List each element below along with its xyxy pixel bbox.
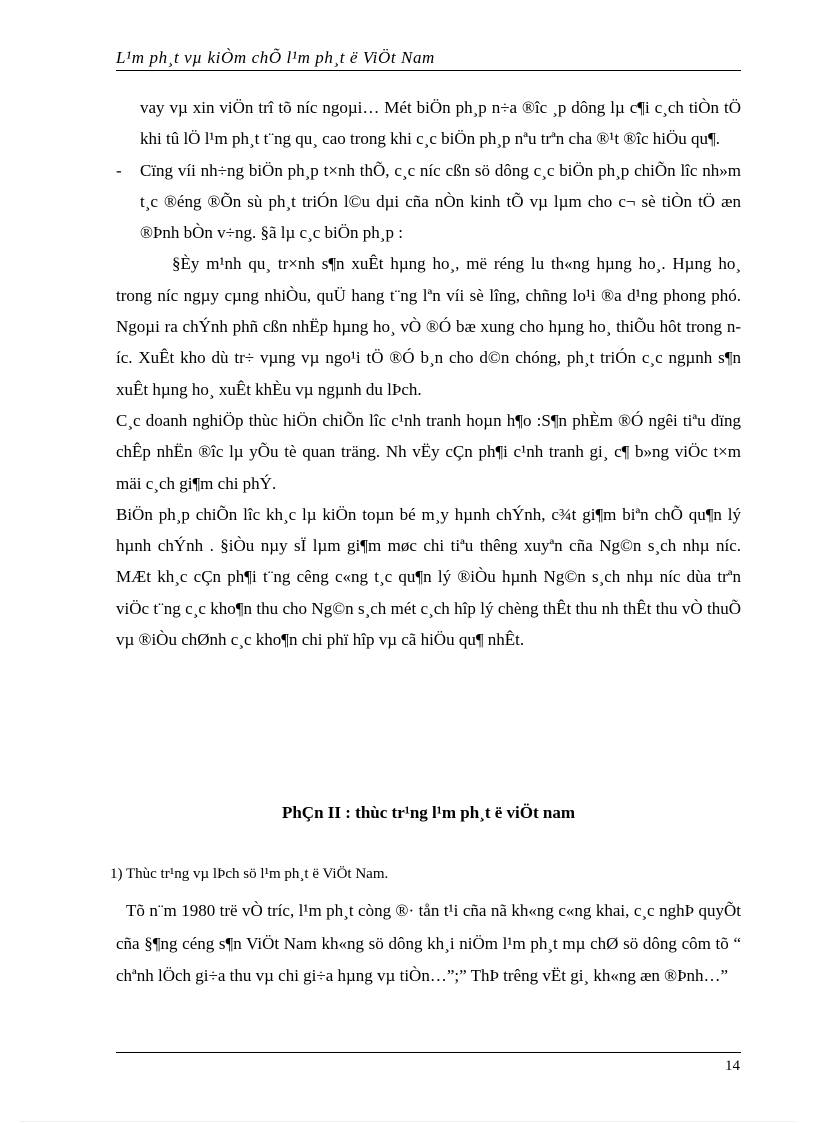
page-header-title: L¹m ph¸t vµ kiÒm chÕ l¹m ph¸t ë ViÖt Nam <box>116 48 435 67</box>
paragraph-history: Tõ n¨m 1980 trë vÒ tríc, l¹m ph¸t còng ®· tån t¹i cña nã kh«ng c«ng khai, c¸c nghÞ quyÕt cña §¶ng céng s¶n ViÖt Nam kh«ng sö dông kh¸i niÖm l¹m ph¸t mµ chØ sö dông côm tõ “ chªnh lÖch gi÷a thu vµ chi gi÷a hµng vµ tiÒn…”;” ThÞ trêng vËt gi¸ kh«ng æn ®Þnh…” <box>116 901 741 985</box>
paragraph-strategic-measures: Cïng víi nh÷ng biÖn ph¸p t×nh thÕ, c¸c níc cßn sö dông c¸c biÖn ph¸p chiÕn lîc nh»m t¸c ®éng ®Õn sù ph¸t triÓn l©u dµi cña nÒn kinh tÕ vµ lµm cho c¬ sè tiÒn tÖ æn ®Þnh bÒn v÷ng. §ã lµ c¸c biÖn ph¸p : <box>140 160 741 243</box>
bullet-dash: - <box>116 160 122 180</box>
paragraph-enterprise-competition: C¸c doanh nghiÖp thùc hiÖn chiÕn lîc c¹nh tranh hoµn h¶o :S¶n phÈm ®Ó ngêi tiªu dïng chÊp nhËn ®îc lµ yÕu tè quan träng. Nh vËy cÇn ph¶i c¹nh tranh gi¸ c¶ b»ng viÖc t×m mäi c¸ch gi¶m chi phÝ. <box>116 410 741 493</box>
paragraph-admin-reform: BiÖn ph¸p chiÕn lîc kh¸c lµ kiÖn toµn bé m¸y hµnh chÝnh, c¾t gi¶m biªn chÕ qu¶n lý hµnh chÝnh . §iÒu nµy sÏ lµm gi¶m møc chi tiªu thêng xuyªn cña Ng©n s¸ch nhµ níc. MÆt kh¸c cÇn ph¶i t¨ng cêng c«ng t¸c qu¶n lý ®iÒu hµnh Ng©n s¸ch nhµ níc dùa trªn viÖc t¨ng c¸c kho¶n thu cho Ng©n s¸ch mét c¸ch hîp lý chèng thÊt thu nh thÊt thu vÒ thuÕ vµ ®iÒu chØnh c¸c kho¶n chi phï hîp vµ cã hiÖu qu¶ nhÊt. <box>116 504 741 650</box>
paragraph-foreign-loans: vay vµ xin viÖn trî tõ níc ngoµi… Mét biÖn ph¸p n÷a ®îc ¸p dông lµ c¶i c¸ch tiÒn tÖ khi tû lÖ l¹m ph¸t t¨ng qu¸ cao trong khi c¸c biÖn ph¸p nªu trªn cha ®¹t ®îc hiÖu qu¶. <box>140 98 741 149</box>
body-text <box>116 92 741 655</box>
footer-divider <box>116 1052 741 1053</box>
page-bottom-edge <box>20 1121 796 1122</box>
sub-heading: 1) Thùc tr¹ng vµ lÞch sö l¹m ph¸t ë ViÖt Nam. <box>110 866 389 882</box>
section-body <box>116 895 741 993</box>
bullet-strategic-measures <box>116 155 741 249</box>
section-title: PhÇn II : thùc tr¹ng l¹m ph¸t ë viÖt nam <box>281 803 576 822</box>
paragraph-production-push: §Èy m¹nh qu¸ tr×nh s¶n xuÊt hµng ho¸, më réng lu th«ng hµng ho¸. Hµng ho¸ trong níc ngµy cµng nhiÒu, quÜ hang t¨ng lªn víi sè lîng, chñng lo¹i ®a d¹ng phong phó. Ngoµi ra chÝnh phñ cßn nhËp hµng ho¸ vÒ ®Ó bæ xung cho hµng ho¸ thiÕu hôt trong níc. XuÊt kho dù tr÷ vµng vµ ngo¹i tÖ ®Ó b¸n cho d©n chóng, ph¸t triÓn c¸c ngµnh s¶n xuÊt hµng ho¸ xuÊt khÈu vµ ngµnh du lÞch. <box>116 254 741 399</box>
page-number: 14 <box>725 1058 740 1074</box>
header-divider <box>116 70 741 71</box>
